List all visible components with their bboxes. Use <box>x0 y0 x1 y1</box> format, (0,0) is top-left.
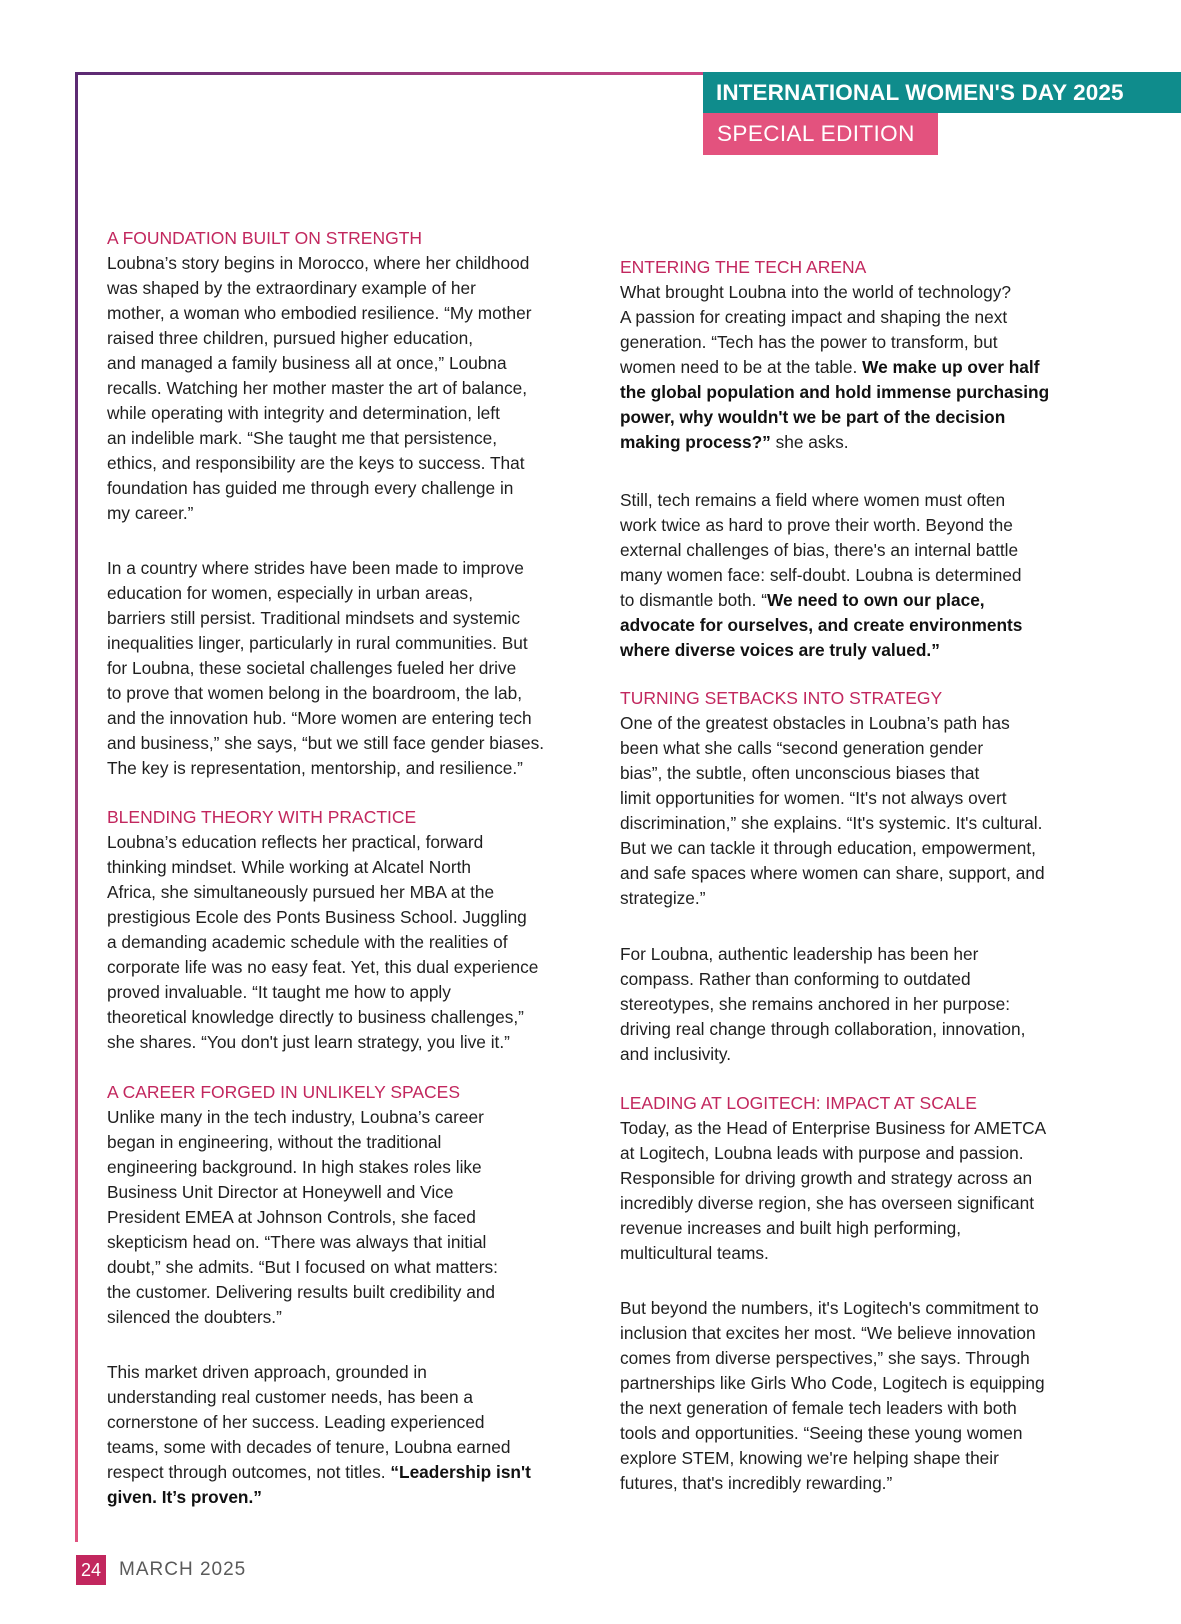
text-line: teams, some with decades of tenure, Loubna earned <box>107 1437 511 1457</box>
section-heading: A FOUNDATION BUILT ON STRENGTH <box>107 228 423 248</box>
paragraph <box>107 251 602 526</box>
text-line: futures, that's incredibly rewarding.” <box>620 1473 893 1493</box>
text-line: Business Unit Director at Honeywell and Vice <box>107 1182 454 1202</box>
text-line: compass. Rather than conforming to outdated <box>620 969 971 989</box>
text-line: raised three children, pursued higher education, <box>107 328 474 348</box>
text-line: bias”, the subtle, often unconscious biases that <box>620 763 980 783</box>
text-line: foundation has guided me through every challenge in <box>107 478 514 498</box>
text-line: driving real change through collaboration, innovation, <box>620 1019 1026 1039</box>
text-line: partnerships like Girls Who Code, Logitech is equipping <box>620 1373 1045 1393</box>
paragraph <box>620 711 1115 911</box>
text-line: generation. “Tech has the power to transform, but <box>620 332 998 352</box>
paragraph <box>620 1116 1115 1266</box>
text-line: revenue increases and built high performing, <box>620 1218 962 1238</box>
text-line: an indelible mark. “She taught me that persistence, <box>107 428 498 448</box>
text-line: One of the greatest obstacles in Loubna’s path has <box>620 713 1010 733</box>
text-line: power, why wouldn't we be part of the decision <box>620 407 1006 427</box>
text-line: ethics, and responsibility are the keys to success. That <box>107 453 525 473</box>
text-line: inequalities linger, particularly in rural communities. But <box>107 633 528 653</box>
text-line: the next generation of female tech leaders with both <box>620 1398 1017 1418</box>
text-line: silenced the doubters.” <box>107 1307 282 1327</box>
text-line: explore STEM, knowing we're helping shape their <box>620 1448 999 1468</box>
text-line: Today, as the Head of Enterprise Business for AMETCA <box>620 1118 1047 1138</box>
text-line: the global population and hold immense purchasing <box>620 382 1050 402</box>
text-line: incredibly diverse region, she has overseen significant <box>620 1193 1035 1213</box>
text-line: was shaped by the extraordinary example of her <box>107 278 476 298</box>
edition-label: SPECIAL EDITION <box>703 113 938 155</box>
text-line: discrimination,” she explains. “It's systemic. It's cultural. <box>620 813 1043 833</box>
text-line: thinking mindset. While working at Alcatel North <box>107 857 472 877</box>
paragraph: This market driven approach, grounded in understanding real customer needs, has been a cornerstone of her success. Leading experienced teams, some with decades of tenure, Loubna earned respect through outcomes, not titles. “Leadership isn't given. It’s proven.” <box>107 1360 602 1510</box>
text-line: What brought Loubna into the world of technology? <box>620 282 1012 302</box>
text-line: prestigious Ecole des Ponts Business School. Juggling <box>107 907 527 927</box>
text-line: Africa, she simultaneously pursued her MBA at the <box>107 882 495 902</box>
banner-title: INTERNATIONAL WOMEN'S DAY 2025 <box>703 72 1181 113</box>
text-line: many women face: self-doubt. Loubna is determined <box>620 565 1022 585</box>
paragraph <box>107 556 602 781</box>
text-line: cornerstone of her success. Leading experienced <box>107 1412 485 1432</box>
text-line: where diverse voices are truly valued.” <box>620 640 940 660</box>
text-line: the customer. Delivering results built credibility and <box>107 1282 496 1302</box>
text-line: and inclusivity. <box>620 1044 732 1064</box>
section-heading: TURNING SETBACKS INTO STRATEGY <box>620 688 943 708</box>
section-heading: LEADING AT LOGITECH: IMPACT AT SCALE <box>620 1093 977 1113</box>
issue-date: MARCH 2025 <box>119 1559 247 1580</box>
text-line: while operating with integrity and determination, left <box>107 403 500 423</box>
text-line: external challenges of bias, there's an internal battle <box>620 540 1019 560</box>
text-line: to prove that women belong in the boardroom, the lab, <box>107 683 523 703</box>
text-line: began in engineering, without the traditional <box>107 1132 442 1152</box>
text-line: been what she calls “second generation gender <box>620 738 984 758</box>
section-heading: BLENDING THEORY WITH PRACTICE <box>107 807 417 827</box>
section-heading: ENTERING THE TECH ARENA <box>620 257 867 277</box>
text-line: education for women, especially in urban areas, <box>107 583 473 603</box>
text-line: barriers still persist. Traditional mindsets and systemic <box>107 608 520 628</box>
text-line: Unlike many in the tech industry, Loubna’s career <box>107 1107 484 1127</box>
paragraph: Still, tech remains a field where women must often work twice as hard to prove their worth. Beyond the external challenges of bias, there's an internal battle many women face: self-doubt. Loubna is determined to dismantle both. “We need to own our place, advocate for ourselves, and create environments where diverse voices are truly valued.” <box>620 488 1115 663</box>
text-line: advocate for ourselves, and create environments <box>620 615 1023 635</box>
paragraph <box>107 1105 602 1330</box>
text-line: a demanding academic schedule with the realities of <box>107 932 508 952</box>
text-line: for Loubna, these societal challenges fueled her drive <box>107 658 517 678</box>
text-line: Loubna’s story begins in Morocco, where her childhood <box>107 253 530 273</box>
text-line: theoretical knowledge directly to business challenges,” <box>107 1007 524 1027</box>
text-line: work twice as hard to prove their worth. Beyond the <box>620 515 1013 535</box>
page-number: 24 <box>76 1555 106 1585</box>
text-line: President EMEA at Johnson Controls, she faced <box>107 1207 476 1227</box>
text-line: Responsible for driving growth and strategy across an <box>620 1168 1033 1188</box>
text-line: tools and opportunities. “Seeing these young women <box>620 1423 1023 1443</box>
paragraph <box>620 942 1115 1067</box>
text-line: But we can tackle it through education, empowerment, <box>620 838 1036 858</box>
text-line: But beyond the numbers, it's Logitech's commitment to <box>620 1298 1039 1318</box>
text-line: and the innovation hub. “More women are entering tech <box>107 708 532 728</box>
text-line: proved invaluable. “It taught me how to apply <box>107 982 451 1002</box>
text-line: understanding real customer needs, has been a <box>107 1387 474 1407</box>
text-line: Loubna’s education reflects her practical, forward <box>107 832 484 852</box>
text-line: For Loubna, authentic leadership has been her <box>620 944 979 964</box>
text-line: inclusion that excites her most. “We believe innovation <box>620 1323 1036 1343</box>
paragraph: What brought Loubna into the world of technology? A passion for creating impact and shaping the next generation. “Tech has the power to transform, but women need to be at the table. We make up over half the global population and hold immense purchasing power, why wouldn't we be part of the decision making process?” she asks. <box>620 280 1115 455</box>
frame-left-rule <box>75 72 78 1542</box>
text-line: and managed a family business all at once,” Loubna <box>107 353 507 373</box>
text-line: limit opportunities for women. “It's not always overt <box>620 788 1007 808</box>
text-line: engineering background. In high stakes roles like <box>107 1157 482 1177</box>
text-line: and safe spaces where women can share, support, and <box>620 863 1045 883</box>
paragraph <box>620 1296 1115 1496</box>
text-line: mother, a woman who embodied resilience. “My mother <box>107 303 532 323</box>
text-line: at Logitech, Loubna leads with purpose and passion. <box>620 1143 1024 1163</box>
text-line: In a country where strides have been made to improve <box>107 558 524 578</box>
text-line: corporate life was no easy feat. Yet, this dual experience <box>107 957 539 977</box>
text-line: stereotypes, she remains anchored in her purpose: <box>620 994 1011 1014</box>
text-line: Still, tech remains a field where women must often <box>620 490 1006 510</box>
text-line: skepticism head on. “There was always that initial <box>107 1232 487 1252</box>
text-line: she shares. “You don't just learn strategy, you live it.” <box>107 1032 510 1052</box>
paragraph <box>107 830 602 1055</box>
section-heading: A CAREER FORGED IN UNLIKELY SPACES <box>107 1082 461 1102</box>
text-line: The key is representation, mentorship, and resilience.” <box>107 758 523 778</box>
text-line: This market driven approach, grounded in <box>107 1362 427 1382</box>
text-line: recalls. Watching her mother master the art of balance, <box>107 378 528 398</box>
text-line: multicultural teams. <box>620 1243 769 1263</box>
frame-top-rule <box>75 72 783 75</box>
text-line: doubt,” she admits. “But I focused on what matters: <box>107 1257 498 1277</box>
text-line: and business,” she says, “but we still face gender biases. <box>107 733 545 753</box>
text-line: strategize.” <box>620 888 706 908</box>
text-line: comes from diverse perspectives,” she says. Through <box>620 1348 1030 1368</box>
text-line: my career.” <box>107 503 194 523</box>
text-line: A passion for creating impact and shaping the next <box>620 307 1008 327</box>
